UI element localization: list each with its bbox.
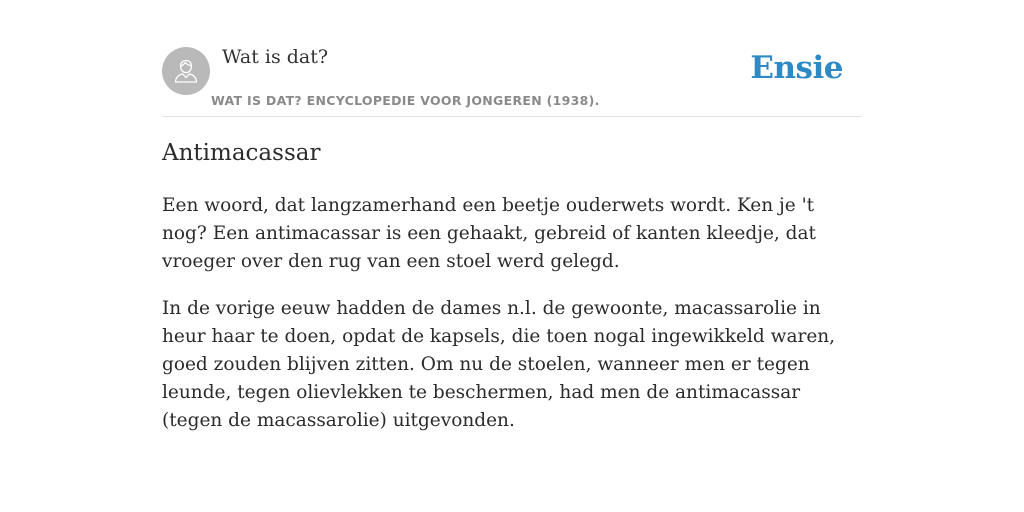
article-paragraph: Een woord, dat langzamerhand een beetje ouderwets wordt. Ken je 't nog? Een antimacassar is een gehaakt, gebreid of kanten kleedje, dat vroeger over den rug van een stoel werd gelegd.: [162, 195, 816, 272]
article-paragraph: In de vorige eeuw hadden de dames n.l. de gewoonte, macassarolie in heur haar te doen, opdat de kapsels, die toen nogal ingewikkeld waren, goed zouden blijven zitten. Om nu de stoelen, wanneer men er tegen leunde, tegen olievlekken te beschermen, had men de antimacassar (tegen de macassarolie) uitgevonden.: [162, 298, 836, 431]
source-citation[interactable]: WAT IS DAT? ENCYCLOPEDIE VOOR JONGEREN (1938).: [211, 93, 600, 108]
article-body: [162, 192, 862, 454]
author-avatar[interactable]: [162, 47, 210, 95]
article-header: [162, 0, 862, 117]
article-title: Antimacassar: [162, 140, 321, 166]
ensie-logo[interactable]: Ensie: [750, 50, 843, 86]
author-name[interactable]: Wat is dat?: [222, 46, 329, 68]
user-avatar-icon: [172, 57, 200, 85]
page-container: [162, 0, 862, 431]
